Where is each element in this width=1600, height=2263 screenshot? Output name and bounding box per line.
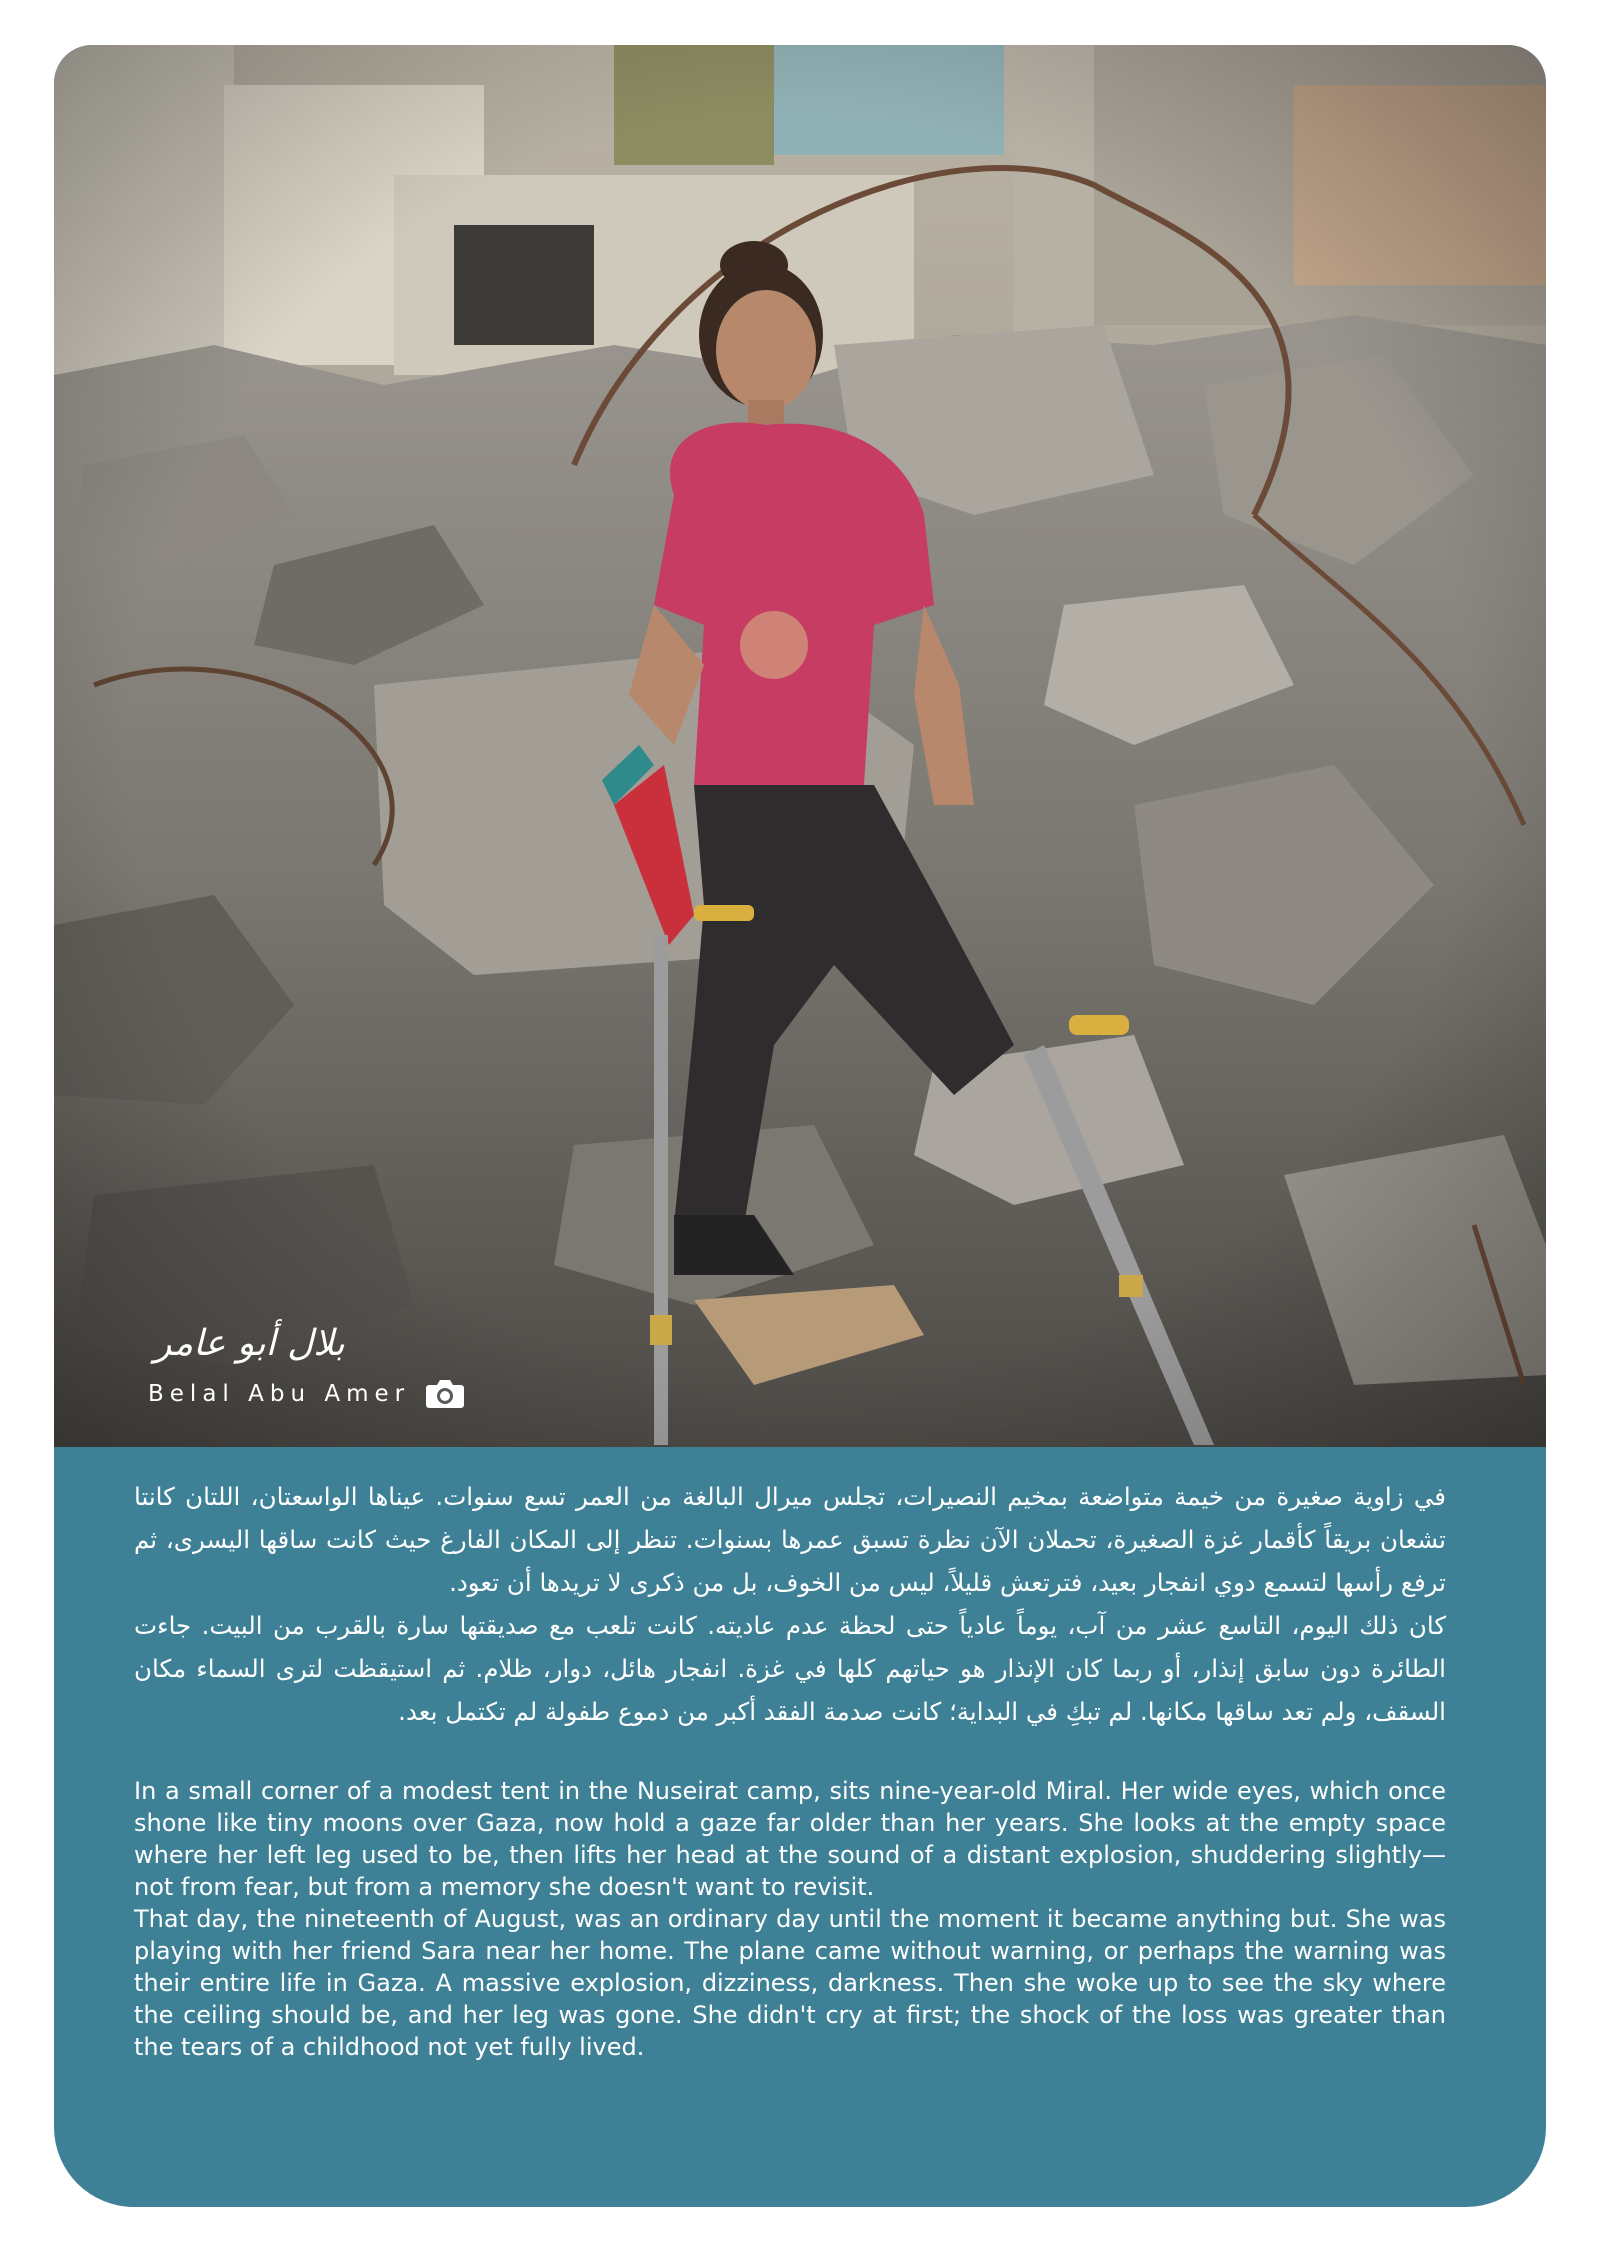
story-text xyxy=(134,1475,1446,2063)
photographer-credit-english: Belal Abu Amer xyxy=(148,1381,411,1407)
photographer-credit-arabic: بلال أبو عامر xyxy=(154,1323,345,1364)
arabic-story xyxy=(134,1475,1446,1733)
english-paragraph-1: In a small corner of a modest tent in the Nuseirat camp, sits nine-year-old Miral. Her wide eyes, which once shone like tiny moons over Gaza, now hold a gaze far older than her years. She looks at the empty space where her left leg used to be, then lifts her head at the sound of a distant explosion, shuddering slightly—not from fear, but from a memory she doesn't want to revisit. xyxy=(134,1777,1446,1901)
english-paragraph-2: That day, the nineteenth of August, was an ordinary day until the moment it became anything but. She was playing with her friend Sara near her home. The plane came without warning, or perhaps the warning was their entire life in Gaza. A massive explosion, dizziness, darkness. Then she woke up to see the sky where the ceiling should be, and her leg was gone. She didn't cry at first; the shock of the loss was greater than the tears of a childhood not yet fully lived. xyxy=(134,1905,1446,2061)
arabic-paragraph-2: كان ذلك اليوم، التاسع عشر من آب، يوماً عادياً حتى لحظة عدم عاديته. كانت تلعب مع صديقتها سارة بالقرب من البيت. جاءت الطائرة دون سابق إنذار، أو ربما كان الإنذار هو حياتهم كلها في غزة. انفجار هائل، دوار، ظلام. ثم استيقظت لترى السماء مكان السقف، ولم تعد ساقها مكانها. لم تبكِ في البداية؛ كانت صدمة الفقد أكبر من دموع طفولة لم تكتمل بعد. xyxy=(134,1611,1446,1726)
photo-illustration xyxy=(54,45,1546,1447)
photo-girl-on-rubble xyxy=(54,45,1546,1447)
camera-icon xyxy=(425,1377,465,1409)
arabic-paragraph-1: في زاوية صغيرة من خيمة متواضعة بمخيم النصيرات، تجلس ميرال البالغة من العمر تسع سنوات. عيناها الواسعتان، اللتان كانتا تشعان بريقاً كأقمار غزة الصغيرة، تحملان الآن نظرة تسبق عمرها بسنوات. تنظر إلى المكان الفارغ حيث كانت ساقها اليسرى، ثم ترفع رأسها لتسمع دوي انفجار بعيد، فترتعش قليلاً، ليس من الخوف، بل من ذكرى لا تريدها أن تعود. xyxy=(134,1482,1446,1597)
english-story xyxy=(134,1775,1446,2063)
story-card xyxy=(54,45,1546,2207)
